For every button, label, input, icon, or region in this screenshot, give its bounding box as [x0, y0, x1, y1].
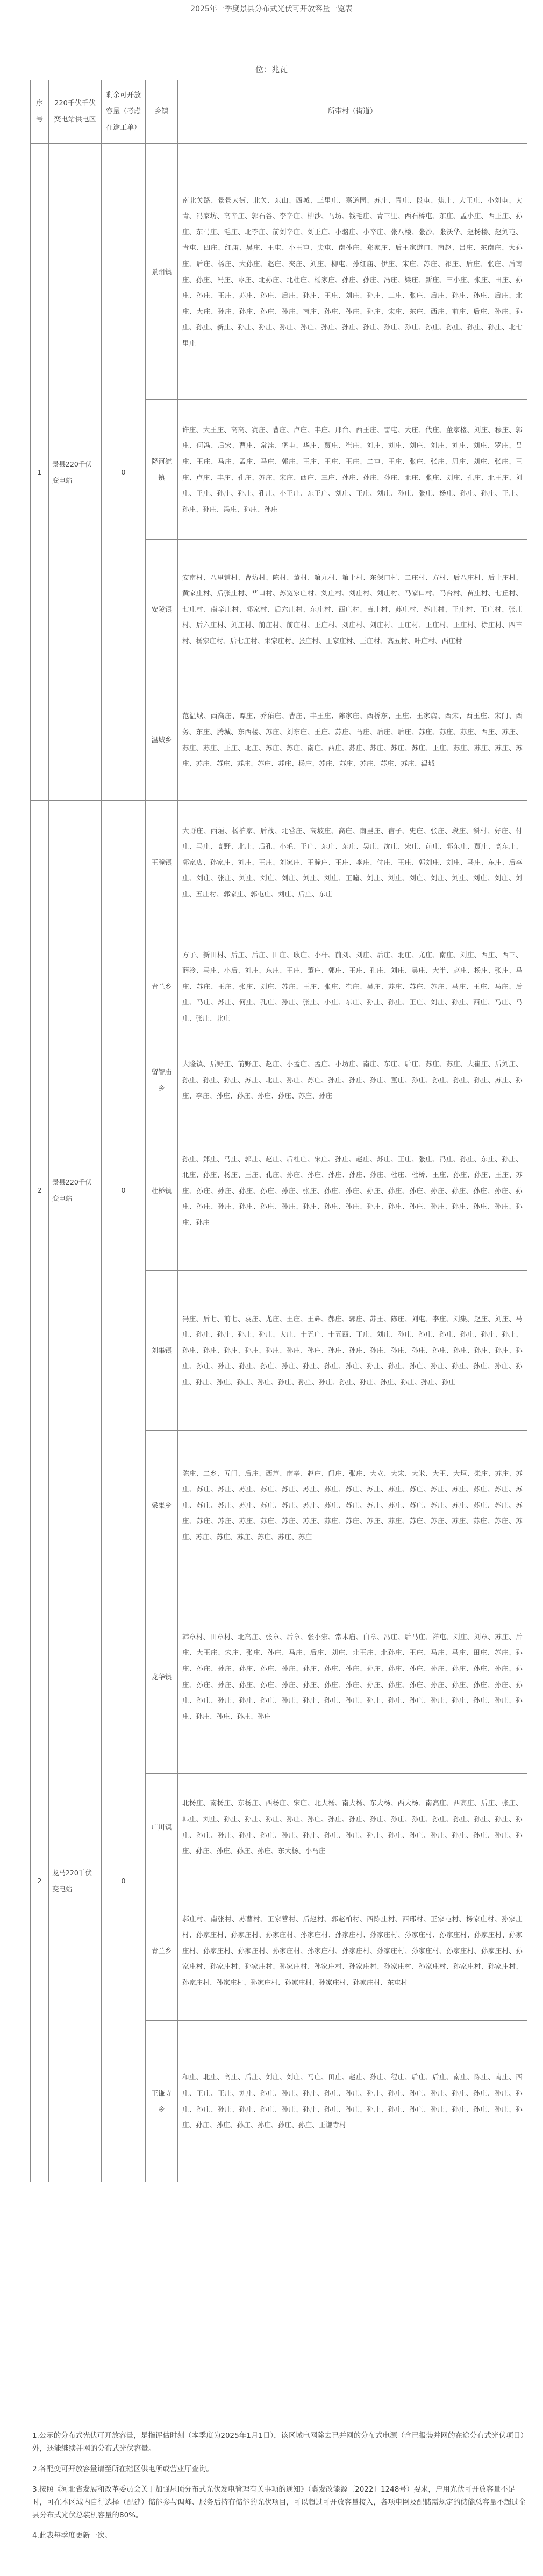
village-list: 冯庄、后七、前七、袁庄、尤庄、王庄、王辉、郝庄、郭庄、苏王、陈庄、刘屯、李庄、刘集、赵庄、刘庄、马庄、孙庄、孙庄、孙庄、孙庄、大庄、十五庄、十五西、丁庄、刘庄、孙庄、孙庄、孙庄、孙庄、孙庄、孙庄、孙庄、孙庄、孙庄、孙庄、孙庄、孙庄、孙庄、孙庄、孙庄、孙庄、孙庄、孙庄、孙庄、孙庄、孙庄、孙庄、孙庄、孙庄、孙庄、孙庄、孙庄、孙庄、孙庄、孙庄、孙庄、孙庄、孙庄、孙庄、孙庄、孙庄、孙庄、孙庄、孙庄、孙庄、孙庄、孙庄、孙庄、孙庄、孙庄、孙庄、孙庄、孙庄、孙庄、孙庄、孙庄、孙庄	[178, 1271, 527, 1431]
village-list: 韩章村、田章村、北高庄、张章、后章、张小宏、常木庙、白章、冯庄、后马庄、祥屯、刘庄、刘章、苏庄、后庄、大王庄、宋庄、张庄、孙庄、马庄、后庄、刘庄、北王庄、北孙庄、王庄、马庄、马庄、田庄、苏庄、孙庄、孙庄、孙庄、孙庄、孙庄、孙庄、孙庄、孙庄、孙庄、孙庄、孙庄、孙庄、孙庄、孙庄、孙庄、孙庄、孙庄、孙庄、孙庄、孙庄、孙庄、孙庄、孙庄、孙庄、孙庄、孙庄、孙庄、孙庄、孙庄、孙庄、孙庄、孙庄、孙庄、孙庄、孙庄、孙庄、孙庄、孙庄、孙庄、孙庄、孙庄、孙庄、孙庄、孙庄、孙庄、孙庄、孙庄、孙庄、孙庄、孙庄、孙庄、孙庄、孙庄	[178, 1580, 527, 1774]
region-station: 龙马220千伏变电站	[49, 1580, 102, 2182]
table-row	[31, 801, 527, 924]
township-name: 杜桥镇	[146, 1111, 178, 1271]
notes-section	[32, 2429, 527, 2550]
village-list: 范温城、西高庄、谭庄、乔佑庄、曹庄、丰王庄、陈家庄、西桥东、王庄、王家店、西宋、西王庄、宋门、西务、东庄、腾城、东西楼、苏庄、刘东庄、王庄、苏庄、马庄、后庄、后庄、苏庄、苏庄、苏庄、西庄、苏庄、苏庄、苏庄、王庄、北庄、苏庄、苏庄、南庄、西庄、苏庄、苏庄、苏庄、苏庄、王庄、苏庄、苏庄、苏庄、苏庄、苏庄、苏庄、苏庄、苏庄、苏庄、杨庄、苏庄、苏庄、苏庄、苏庄、苏庄、温城	[178, 679, 527, 801]
township-name: 青兰乡	[146, 1881, 178, 2021]
region-capacity: 0	[102, 801, 146, 1580]
village-list: 南北关路、景景大街、北关、东山、西城、三里庄、嘉道园、苏庄、青庄、段屯、焦庄、大王庄、小刘屯、大青、冯家坊、高辛庄、郭石谷、李辛庄、柳沙、马坊、钱毛庄、青三里、西石桥屯、东庄、孟小庄、西王庄、孙庄、东马庄、毛庄、北李庄、前刘辛庄、刘王庄、小骆庄、小辛庄、张八楼、张沙、张沃华、赵杨楼、赵刘屯、青屯、四庄、红庙、吴庄、王屯、小王屯、尖屯、南孙庄、郑家庄、后王家道口、南赵、吕庄、东南庄、大孙庄、后庄、杨庄、大孙庄、赵庄、夹庄、刘庄、柳屯、孙红庙、伊庄、宋庄、苏庄、祁庄、后庄、张庄、后南庄、孙庄、冯庄、枣庄、北孙庄、北杜庄、杨家庄、孙庄、孙庄、冯庄、梁庄、新庄、三小庄、张庄、田庄、孙庄、孙庄、王庄、苏庄、孙庄、后庄、孙庄、王庄、刘庄、孙庄、二庄、张庄、后庄、孙庄、孙庄、后庄、北庄、大庄、孙庄、孙庄、孙庄、孙庄、南庄、孙庄、孙庄、孙庄、宋庄、东庄、西庄、前庄、后庄、孙庄、孙庄、孙庄、新庄、孙庄、孙庄、孙庄、孙庄、孙庄、孙庄、孙庄、孙庄、孙庄、孙庄、孙庄、孙庄、孙庄、北七里庄	[178, 144, 527, 400]
note-item: 4.此表每季度更新一次。	[32, 2531, 112, 2540]
township-name: 温城乡	[146, 679, 178, 801]
header-township: 乡镇	[146, 80, 178, 144]
region-station: 景县220千伏变电站	[49, 144, 102, 801]
township-name: 刘集镇	[146, 1271, 178, 1431]
township-name: 景州镇	[146, 144, 178, 400]
township-name: 广川镇	[146, 1774, 178, 1881]
header-index: 序号	[31, 80, 49, 144]
table-row	[31, 144, 527, 400]
region-capacity: 0	[102, 1580, 146, 2182]
region-station: 景县220千伏变电站	[49, 801, 102, 1580]
header-villages: 所带村（街道）	[178, 80, 527, 144]
village-list: 方子、新田村、后庄、后庄、田庄、耿庄、小杆、前刘、刘庄、后庄、北庄、尤庄、南庄、刘庄、西庄、西三、薛冷、马庄、小后、刘庄、东庄、王庄、董庄、郭庄、王庄、孔庄、刘庄、吴庄、大半、赵庄、杨庄、张庄、马庄、苏庄、王庄、张庄、刘庄、苏庄、王庄、张庄、崔庄、吴庄、苏庄、苏庄、苏庄、马庄、王庄、马庄、后庄、马庄、苏庄、何庄、孔庄、孙庄、张庄、小庄、东庄、孙庄、孙庄、王庄、刘庄、孙庄、西庄、马庄、马庄、张庄、北庄	[178, 924, 527, 1049]
township-name: 安陵镇	[146, 540, 178, 679]
village-list: 陈庄、二乡、五门、后庄、西芦、南辛、赵庄、门庄、张庄、大立、大宋、大米、大王、大垣、柴庄、苏庄、苏庄、苏庄、苏庄、苏庄、苏庄、苏庄、苏庄、苏庄、苏庄、苏庄、苏庄、苏庄、苏庄、苏庄、苏庄、苏庄、苏庄、苏庄、苏庄、苏庄、苏庄、苏庄、苏庄、苏庄、苏庄、苏庄、苏庄、苏庄、苏庄、苏庄、苏庄、苏庄、苏庄、苏庄、苏庄、苏庄、苏庄、苏庄、苏庄、苏庄、苏庄、苏庄、苏庄、苏庄、苏庄、苏庄、苏庄、苏庄、苏庄、苏庄、苏庄、苏庄、苏庄、苏庄、苏庄	[178, 1431, 527, 1580]
table-body	[31, 144, 527, 2182]
village-list: 大野庄、西垣、杨泊家、后战、北营庄、高坡庄、高庄、南里庄、宿子、史庄、张庄、段庄、斜村、好庄、付庄、马庄、高野、北庄、后孔、小毛、王庄、东庄、东庄、吴庄、沈庄、宋庄、前庄、郭东庄、贾庄、高东庄、郭家店、孙家庄、刘庄、王庄、刘家庄、王瞳庄、王庄、李庄、付庄、王庄、郭刘庄、刘庄、马庄、东庄、后李庄、刘庄、张庄、刘庄、刘庄、刘庄、刘庄、刘庄、王瞳、刘庄、刘庄、刘庄、刘庄、刘庄、刘庄、刘庄、刘庄、五庄村、郭家庄、郭屯庄、刘庄、后庄、东庄	[178, 801, 527, 924]
note-item: 3.按照《河北省发展和改革委员会关于加强屋顶分布式光伏发电管理有关事项的通知》（冀发改能源〔2022〕1248号）要求，户用光伏可开放容量不足时，可在本区域内自行选择（配建）储能参与调峰、服务后持有储能的光伏项目，可以超过可开放容量接入，各项电网及配储需规定的储能总容量不超过全县分布式光伏总装机容量的80%。	[32, 2485, 526, 2520]
township-name: 降河流镇	[146, 400, 178, 540]
township-name: 王瞳镇	[146, 801, 178, 924]
village-list: 北杨庄、南杨庄、东杨庄、西杨庄、宋庄、北大杨、南大杨、东大杨、西大杨、南高庄、西高庄、后庄、张庄、韩庄、刘庄、孙庄、孙庄、孙庄、孙庄、孙庄、孙庄、孙庄、孙庄、孙庄、孙庄、孙庄、孙庄、孙庄、孙庄、孙庄、孙庄、孙庄、孙庄、孙庄、孙庄、孙庄、孙庄、孙庄、孙庄、孙庄、孙庄、孙庄、孙庄、孙庄、孙庄、孙庄、孙庄、孙庄、孙庄、孙庄、东大杨、小马庄	[178, 1774, 527, 1881]
page-title: 2025年一季度景县分布式光伏可开放容量一览表	[190, 5, 353, 13]
note-item: 1.公示的分布式光伏可开放容量，是指评估时刻（本季度为2025年1月1日），该区域电网除去已并网的分布式电源（含已报装并网的在途分布式光伏项目）外，还能继续并网的分布式光伏容量。	[32, 2431, 524, 2453]
capacity-table	[30, 80, 527, 2182]
village-list: 安南村、八里铺村、曹坊村、陈村、董村、第九村、第十村、东保口村、二庄村、方村、后八庄村、后十庄村、黄家庄村、后张庄村、华口村、苏宽家庄村、刘庄村、刘庄村、刘庄村、马家口村、马台村、苗庄村、七丘村、七庄村、南辛庄村、郭家村、后六庄村、东庄村、西庄村、苗庄村、苏庄村、苏庄村、王庄村、王庄村、张庄村、后六庄村、刘庄村、前庄村、前庄村、王庄村、刘庄村、刘庄村、王庄村、王庄村、王庄村、徐庄村、四丰村、杨家庄村、后七庄村、朱家庄村、张庄村、王家庄村、王庄村、高五村、叶庄村、西庄村	[178, 540, 527, 679]
region-index: 1	[31, 144, 49, 801]
village-list: 和庄、北庄、高庄、后庄、刘庄、刘庄、马庄、田庄、赵庄、孙庄、程庄、后庄、后庄、南庄、陈庄、南庄、西庄、王庄、王庄、刘庄、孙庄、孙庄、孙庄、孙庄、孙庄、孙庄、孙庄、孙庄、孙庄、孙庄、孙庄、孙庄、孙庄、孙庄、孙庄、孙庄、孙庄、孙庄、孙庄、孙庄、孙庄、孙庄、孙庄、孙庄、孙庄、孙庄、孙庄、孙庄、孙庄、孙庄、孙庄、孙庄、孙庄、孙庄、孙庄、王谦寺村	[178, 2021, 527, 2182]
village-list: 孙庄、郑庄、马庄、郭庄、赵庄、后杜庄、宋庄、孙庄、赵庄、苏庄、王庄、张庄、冯庄、孙庄、东庄、孙庄、北庄、孙庄、杨庄、王庄、孔庄、孙庄、孙庄、孙庄、孙庄、孙庄、杜庄、杜桥、王庄、孙庄、孙庄、王庄、苏庄、孙庄、孙庄、孙庄、孙庄、孙庄、张庄、孙庄、孙庄、孙庄、孙庄、孙庄、孙庄、孙庄、孙庄、孙庄、孙庄、孙庄、孙庄、孙庄、孙庄、孙庄、孙庄、孙庄、孙庄、孙庄、孙庄、孙庄、孙庄、孙庄、孙庄、孙庄、孙庄、孙庄	[178, 1111, 527, 1271]
region-index: 2	[31, 1580, 49, 2182]
table-row	[31, 1580, 527, 1774]
region-capacity: 0	[102, 144, 146, 801]
village-list: 大隆镇、后野庄、前野庄、赵庄、小孟庄、孟庄、小坊庄、南庄、东庄、后庄、苏庄、苏庄、大崔庄、后刘庄、孙庄、孙庄、孙庄、苏庄、北庄、孙庄、苏庄、孙庄、孙庄、孙庄、董庄、孙庄、孙庄、孙庄、孙庄、苏庄、孙庄、李庄、孙庄、孙庄、孙庄、孙庄、苏庄、孙庄	[178, 1049, 527, 1111]
township-name: 龙华镇	[146, 1580, 178, 1774]
township-name: 梁集乡	[146, 1431, 178, 1580]
header-station: 220千伏千伏变电站供电区	[49, 80, 102, 144]
note-item: 2.各配变可开放容量请至所在辖区供电所或营业厅查询。	[32, 2465, 213, 2473]
township-name: 留智庙乡	[146, 1049, 178, 1111]
village-list: 许庄、大王庄、高高、赛庄、曹庄、卢庄、丰庄、邢台、西王庄、雷屯、大庄、代庄、董家楼、刘庄、穆庄、郭庄、何冯、后宋、曹庄、常洼、堡屯、华庄、贾庄、崔庄、刘庄、刘庄、刘庄、刘庄、刘庄、刘庄、罗庄、吕庄、王庄、马庄、孟庄、马庄、郭庄、王庄、王庄、王庄、二屯、王庄、张庄、张庄、周庄、刘庄、张庄、王庄、卢庄、丰庄、孔庄、苏庄、宋庄、西庄、三庄、孙庄、孙庄、孙庄、北庄、张庄、刘庄、孔庄、北王庄、刘庄、王庄、孙庄、孙庄、孔庄、小王庄、东王庄、刘庄、王庄、刘庄、孙庄、张庄、杨庄、孙庄、孙庄、王庄、孙庄、孙庄、冯庄、孙庄、孙庄	[178, 400, 527, 540]
unit-label: 位：兆瓦	[255, 64, 288, 74]
table-header-row	[31, 80, 527, 144]
township-name: 青兰乡	[146, 924, 178, 1049]
region-index: 2	[31, 801, 49, 1580]
township-name: 王谦寺乡	[146, 2021, 178, 2182]
village-list: 郝庄村、南张村、苏曹村、王家营村、后赵村、郭赵柏村、西陈庄村、西邢村、王家屯村、杨家庄村、孙家庄村、孙家庄村、孙家庄村、孙家庄村、孙家庄村、孙家庄村、孙家庄村、孙家庄村、孙家庄村、孙家庄村、孙家庄村、孙家庄村、孙家庄村、孙家庄村、孙家庄村、孙家庄村、孙家庄村、孙家庄村、孙家庄村、孙家庄村、孙家庄村、孙家庄村、孙家庄村、孙家庄村、孙家庄村、孙家庄村、孙家庄村、孙家庄村、孙家庄村、孙家庄村、孙家庄村、孙家庄村、孙家庄村、孙家庄村、孙家庄村、孙家庄村、东屯村	[178, 1881, 527, 2021]
header-capacity: 剩余可开放容量（考虑在途工单）	[102, 80, 146, 144]
